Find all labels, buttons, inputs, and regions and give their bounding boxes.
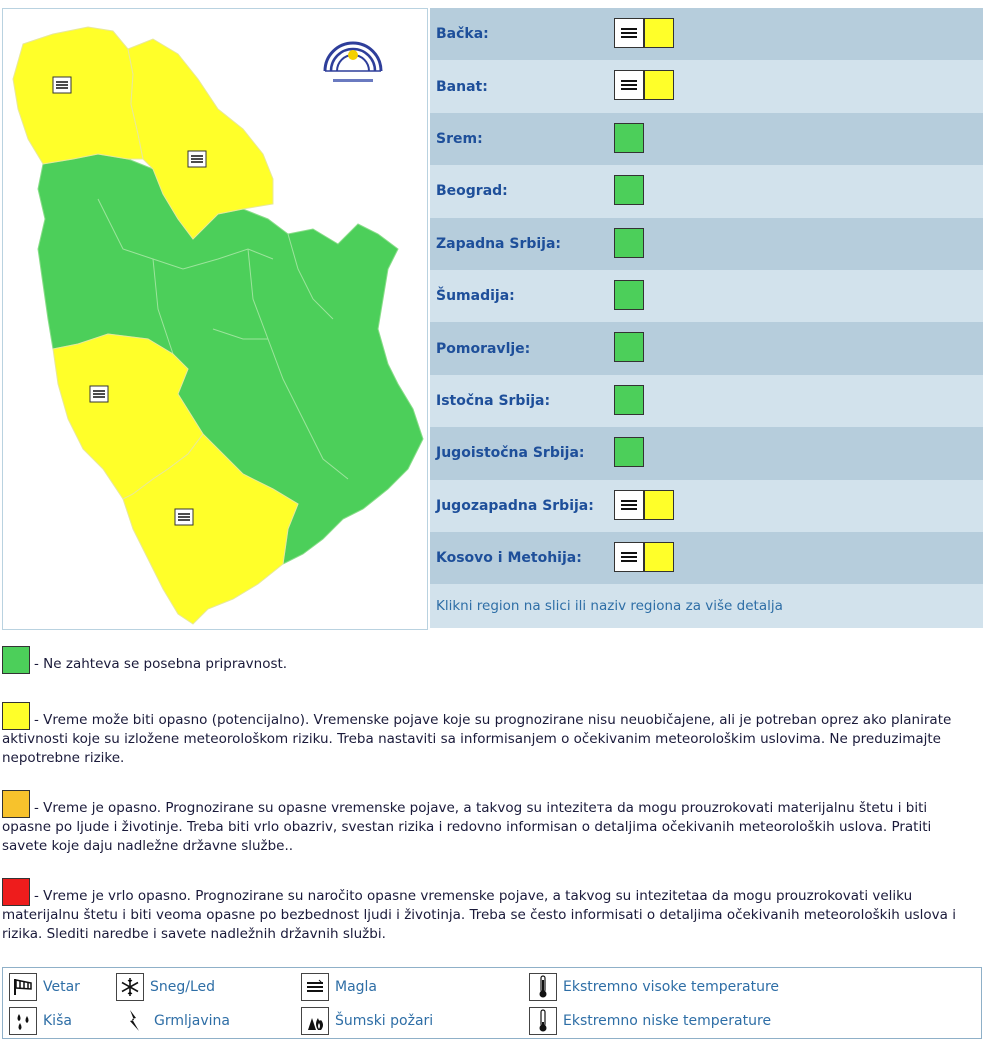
map-marker-fog-banat	[188, 151, 206, 167]
region-name-link[interactable]: Kosovo i Metohija:	[436, 550, 582, 567]
region-name-link[interactable]: Šumadija:	[436, 288, 515, 305]
warning-indicator	[614, 490, 674, 520]
warning-level-green	[614, 437, 644, 467]
region-name-link[interactable]: Zapadna Srbija:	[436, 235, 562, 252]
warning-indicator	[614, 18, 674, 48]
region-row[interactable]	[430, 218, 983, 270]
warning-level-green	[614, 280, 644, 310]
rhmz-logo	[325, 43, 381, 82]
map-marker-fog-kosovo	[175, 509, 193, 525]
region-row[interactable]	[430, 270, 983, 322]
warning-indicator	[614, 123, 644, 153]
warning-map[interactable]	[2, 8, 428, 630]
wind-icon	[9, 973, 37, 1001]
fog-icon	[614, 70, 644, 100]
region-name-link[interactable]: Srem:	[436, 130, 483, 147]
legend-yellow-text: - Vreme može biti opasno (potencijalno). Vremenske pojave koje su prognozirane nisu neuobičajene, ali je potreban oprez ako planirate aktivnosti koje su izložene meteorološkom riziku. Treba nastaviti sa informisanjem o očekivanim meteorološkim uslovima. Ne preduzimajte nepotrebne rizike.	[2, 712, 952, 766]
region-row[interactable]	[430, 113, 983, 165]
green-swatch	[2, 646, 30, 674]
warning-level-yellow	[644, 18, 674, 48]
warning-level-green	[614, 228, 644, 258]
region-name-link[interactable]: Beograd:	[436, 183, 508, 200]
icon-legend-wind: Vetar	[9, 973, 80, 1001]
map-region-backa[interactable]	[13, 27, 143, 164]
region-row[interactable]	[430, 165, 983, 217]
legend-green	[2, 646, 982, 674]
low-temperature-icon	[529, 1007, 557, 1035]
icon-legend-rain: Kiša	[9, 1007, 72, 1035]
icon-legend-high-temp: Ekstremno visoke temperature	[529, 973, 779, 1001]
warning-indicator	[614, 437, 644, 467]
rain-icon	[9, 1007, 37, 1035]
icon-legend-fog: Magla	[301, 973, 377, 1001]
fog-icon	[614, 490, 644, 520]
yellow-swatch	[2, 702, 30, 730]
icon-legend-thunder: Grmljavina	[120, 1007, 230, 1035]
orange-swatch	[2, 790, 30, 818]
map-marker-fog-backa	[53, 77, 71, 93]
region-row[interactable]	[430, 60, 983, 112]
warning-level-green	[614, 332, 644, 362]
forest-fire-icon	[301, 1007, 329, 1035]
map-marker-fog-jugozapadna	[90, 386, 108, 402]
region-row[interactable]	[430, 427, 983, 479]
icon-legend-fire: Šumski požari	[301, 1007, 433, 1035]
icon-legend-low-temp: Ekstremno niske temperature	[529, 1007, 771, 1035]
warning-level-green	[614, 123, 644, 153]
region-name-link[interactable]: Jugozapadna Srbija:	[436, 497, 594, 514]
warning-level-green	[614, 175, 644, 205]
region-row[interactable]	[430, 8, 983, 60]
warning-level-yellow	[644, 542, 674, 572]
icon-legend-snow: Sneg/Led	[116, 973, 215, 1001]
high-temperature-icon	[529, 973, 557, 1001]
region-name-link[interactable]: Banat:	[436, 78, 488, 95]
legend-green-text: - Ne zahteva se posebna pripravnost.	[34, 656, 288, 672]
warning-level-yellow	[644, 70, 674, 100]
warning-level-yellow	[644, 490, 674, 520]
warning-indicator	[614, 280, 644, 310]
region-row[interactable]	[430, 322, 983, 374]
region-name-link[interactable]: Istočna Srbija:	[436, 392, 551, 409]
warning-indicator	[614, 70, 674, 100]
region-row[interactable]	[430, 375, 983, 427]
thunderstorm-icon	[120, 1007, 148, 1035]
region-name-link[interactable]: Pomoravlje:	[436, 340, 531, 357]
legend-orange-text: - Vreme je opasno. Prognozirane su opasne vremenske pojave, a takvog su intezitета da mogu prouzrokovati materijalnu štetu i biti opasne po ljude i životinje. Treba biti vrlo obazriv, svestan rizika i redovno informisan o detaljima očekivanih meteoroloških uslova. Pratiti savete koje daju nadležne državne službe..	[2, 800, 932, 854]
warning-indicator	[614, 332, 644, 362]
snow-ice-icon	[116, 973, 144, 1001]
region-hint: Klikni region na slici ili naziv regiona za više detalja	[430, 584, 983, 628]
warning-indicator	[614, 175, 644, 205]
warning-level-green	[614, 385, 644, 415]
fog-icon	[614, 542, 644, 572]
warning-indicator	[614, 542, 674, 572]
legend-yellow	[2, 702, 984, 768]
warning-indicator	[614, 228, 644, 258]
region-row[interactable]	[430, 532, 983, 584]
region-list	[430, 8, 983, 628]
red-swatch	[2, 878, 30, 906]
warning-indicator	[614, 385, 644, 415]
legend-red-text: - Vreme je vrlo opasno. Prognozirane su naročito opasne vremenske pojave, a takvog su intezitetaa da mogu prouzrokovati veliku materijalnu štetu i biti veoma opasne po bezbednost ljudi i životinja. Treba se često informisati o detaljima očekivanih meteoroloških uslova i rizika. Slediti naredbe i savete nadležnih državnih službi.	[2, 888, 956, 942]
region-name-link[interactable]: Jugoistočna Srbija:	[436, 445, 585, 462]
region-name-link[interactable]: Bačka:	[436, 26, 489, 43]
region-row[interactable]	[430, 480, 983, 532]
icon-legend	[2, 967, 982, 1039]
fog-icon	[614, 18, 644, 48]
legend-orange	[2, 790, 962, 856]
fog-icon	[301, 973, 329, 1001]
legend-red	[2, 878, 982, 944]
